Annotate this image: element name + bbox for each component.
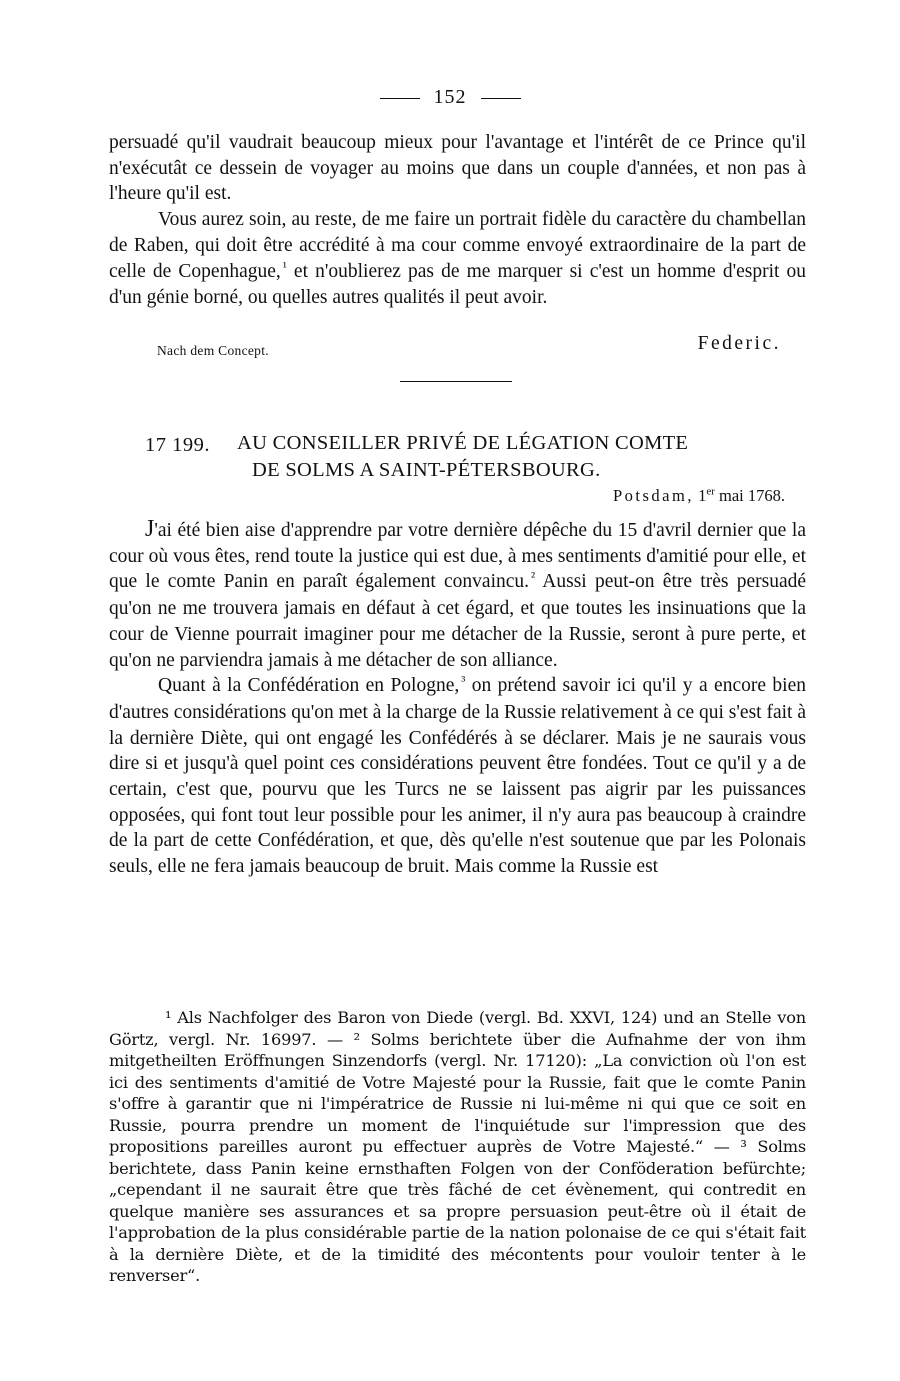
letter-title-line-2: DE SOLMS A SAINT-PÉTERSBOURG. [252,459,601,481]
letter-number: 17 199. [145,434,210,456]
dateline-ordinal: er [706,485,715,498]
dateline-day: 1 [698,486,707,505]
signature: Federic. [697,333,781,354]
page-number-header [0,86,900,109]
letter-paragraph-1-text-a: 'ai été bien aise d'apprendre par votre dernière dépêche du 15 d'avril dernier que la cour où vous êtes, rend toute la justice qui est due, à mes sentiments d'amitié pour elle, et que le comte Panin en paraît également convaincu. [109,520,806,593]
section-divider [400,381,512,382]
footnotes [109,1007,806,1287]
letter-paragraph-2 [109,673,806,880]
letter-paragraph-1 [109,517,806,673]
header-rule-left [380,98,420,99]
previous-letter-paragraph-2 [109,207,806,311]
letter-dateline [613,486,785,506]
page-number: 152 [433,86,467,108]
dateline-month-year: mai 1768. [714,486,785,505]
letter-title-line-1: AU CONSEILLER PRIVÉ DE LÉGATION COMTE [237,432,689,454]
letter-body [109,517,806,880]
letter-paragraph-2-text-b: on prétend savoir ici qu'il y a encore bien d'autres considérations qu'on met à la charge de la Russie relativement à ce qui s'est fait à la dernière Diète, qui ont engagé les Confédérés à se déclarer. Mais je ne saurais vous dire si et jusqu'à quel point ces considérations peuvent être fondées. Tout ce qu'il y a de certain, c'est que, pourvu que les Turcs ne se laissent pas aigrir par les puissances opposées, qui font tout leur possible pour les animer, il n'y aura pas beaucoup à craindre de la part de cette Confédération, et que, dès qu'elle n'est soutenue que par les Polonais seuls, elle ne fera jamais beaucoup de bruit. Mais comme la Russie est [109,675,806,878]
dateline-place: Potsdam, [612,486,694,505]
footnote-ref-3: ³ [461,673,466,689]
source-and-signature-line [109,333,781,359]
letter-paragraph-1-text-b: Aussi peut-on être très persuadé qu'on ne me trouvera jamais en défaut à cet égard, et que toutes les insinuations que la cour de Vienne pourrait imaginer pour me détacher de la Russie, seront à pure perte, et qu'on ne parviendra jamais à me détacher de son alliance. [109,571,807,671]
previous-letter-paragraph-2-text-a: Vous aurez soin, au reste, de me faire un portrait fidèle du caractère du chambellan de Raben, qui doit être accrédité à ma cour comme envoyé extraordinaire de la part de celle de Copenhague, [109,209,806,282]
letter-paragraph-2-text-a: Quant à la Confédération en Pologne, [158,675,460,697]
initial-letter: J [145,516,155,542]
previous-letter-paragraph-2-text-b: et n'oublierez pas de me marquer si c'est un homme d'esprit ou d'un génie borné, ou quelles autres qualités il peut avoir. [109,260,806,309]
previous-letter-paragraph-1: persuadé qu'il vaudrait beaucoup mieux pour l'avantage et l'intérêt de ce Prince qu'il n'exécutât ce dessein de voyager au moins que dans un couple d'années, et non pas à l'heure qu'il est. [109,132,806,205]
footnote-ref-2: ² [531,569,536,585]
footnote-ref-1: ¹ [282,258,287,274]
footnote-text: ¹ Als Nachfolger des Baron von Diede (vergl. Bd. XXVI, 124) und an Stelle von Görtz, vergl. Nr. 16997. — ² Solms berichtete über die Aufnahme der von ihm mitgetheilten Eröffnungen Sinzendorfs (vergl. Nr. 17120): „La conviction où l'on est ici des sentiments d'amitié de Votre Majesté pour la Russie, fait que le comte Panin s'offre à garantir que ni l'impératrice de Russie ni lui-même ni qui que ce soit en Russie, pourra prendre un moment de l'inquiétude sur l'impression que des propositions pareilles auront pu effectuer auprès de Votre Majesté.“ — ³ Solms berichtete, dass Panin keine ernsthaften Folgen von der Conföderation befürchte; „cependant il ne saurait être que très fâché de cet évènement, qui contredit en quelque manière ses assurances et sa propre persuasion peut-être où il était de l'approbation de la plus considérable partie de la nation polonaise de ce qui s'était fait à la dernière Diète, et de la timidité des mécontents pour vouloir tenter à le renverser“. [109,1008,806,1285]
header-rule-right [481,98,521,99]
source-note: Nach dem Concept. [157,343,269,358]
previous-letter-text [109,130,806,311]
